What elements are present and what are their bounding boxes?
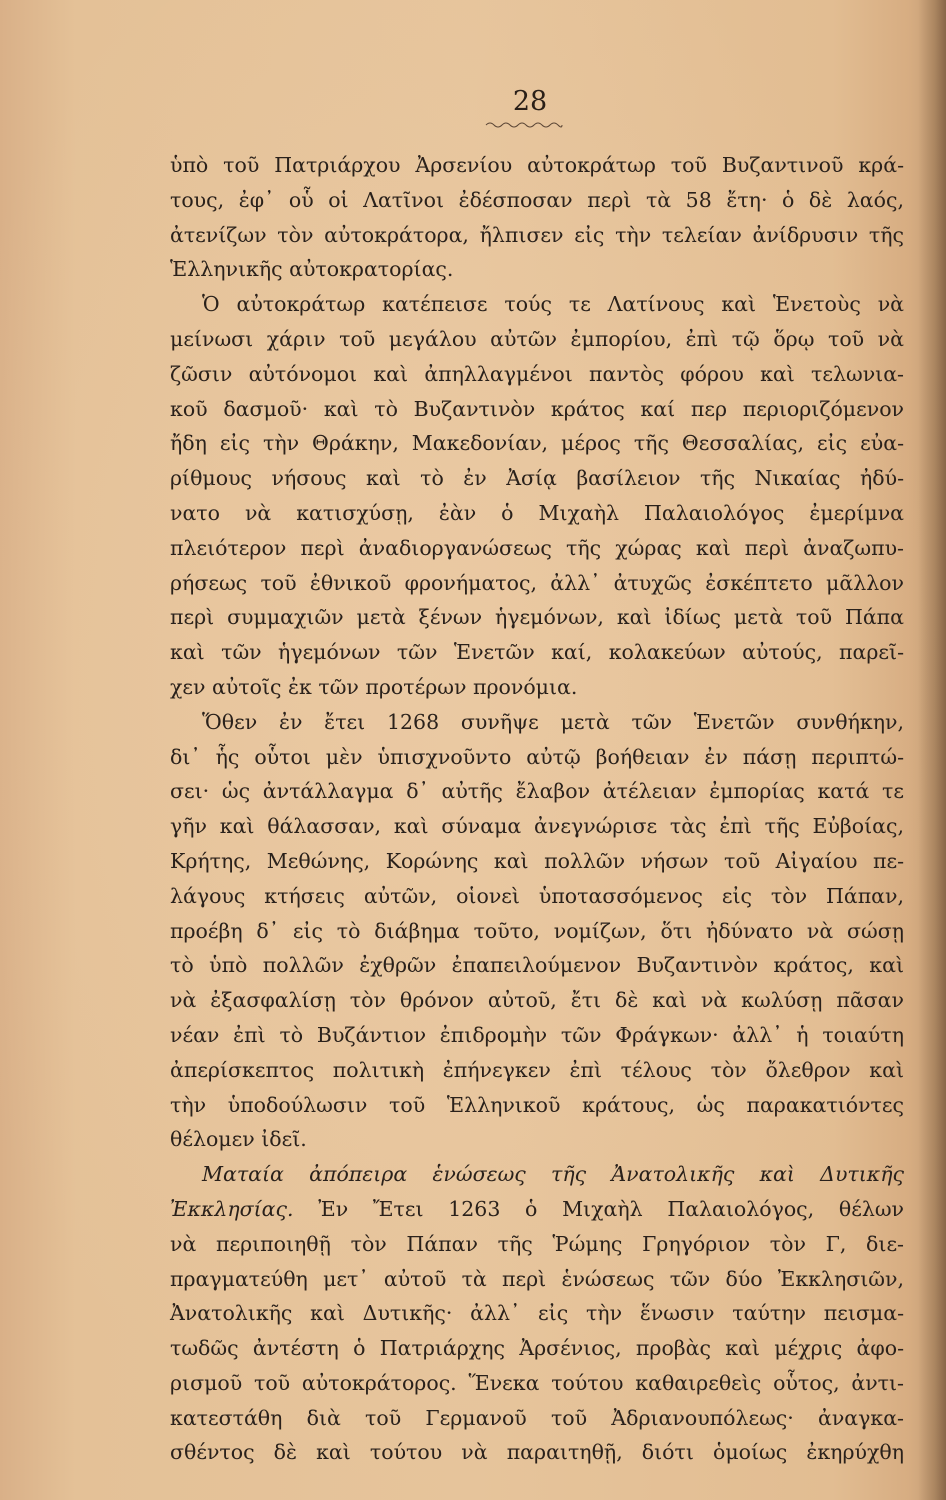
line-text: πλειότερον περὶ ἀναδιοργανώσεως τῆς χώρας καὶ περὶ ἀναζωπυ- [170,535,904,560]
text-line [170,1331,904,1366]
body-text [170,148,904,1470]
line-text: νὰ ἐξασφαλίσῃ τὸν θρόνον αὐτοῦ, ἔτι δὲ καὶ νὰ κωλύσῃ πᾶσαν [170,988,904,1013]
line-text: σει· ὡς ἀντάλλαγμα δ᾽ αὐτῆς ἔλαβον ἀτέλειαν ἐμπορίας κατά τε [170,779,904,804]
text-line [170,914,904,949]
line-text: τὴν ὑποδούλωσιν τοῦ Ἑλληνικοῦ κράτους, ὡς παρακατιόντες [170,1092,904,1117]
italic-heading: Ἐκκλησίας. [170,1196,294,1221]
text-line [170,1192,904,1227]
text-line [170,322,904,357]
page-number: 28 [512,86,548,117]
text-line [170,1088,904,1123]
line-text: ὑπὸ τοῦ Πατριάρχου Ἀρσενίου αὐτοκράτωρ τοῦ Βυζαντινοῦ κρά- [170,153,904,177]
line-text: Ὅθεν ἐν ἔτει 1268 συνῆψε μετὰ τῶν Ἑνετῶν συνθήκην, [202,709,904,734]
line-text: νατο νὰ κατισχύσῃ, ἐὰν ὁ Μιχαὴλ Παλαιολόγος ἐμερίμνα [170,500,904,525]
line-text: λάγους κτήσεις αὐτῶν, οἱονεὶ ὑποτασσόμενος εἰς τὸν Πάπαν, [170,883,904,908]
ornament-divider [484,120,564,130]
line-text: προέβη δ᾽ εἰς τὸ διάβημα τοῦτο, νομίζων, ὅτι ἠδύνατο νὰ σώσῃ [170,918,904,943]
text-line [170,357,904,392]
line-text: ρήσεως τοῦ ἐθνικοῦ φρονήματος, ἀλλ᾽ ἀτυχῶς ἐσκέπτετο μᾶλλον [170,570,904,595]
line-text: θέλομεν ἰδεῖ. [170,1127,307,1152]
text-line [170,148,904,183]
text-line [170,531,904,566]
line-text: κατεστάθη διὰ τοῦ Γερμανοῦ τοῦ Ἀδριανουπόλεως· ἀναγκα- [170,1405,904,1430]
text-line [170,183,904,218]
line-text: Ἑλληνικῆς αὐτοκρατορίας. [170,257,454,282]
line-text: νὰ περιποιηθῇ τὸν Πάπαν τῆς Ῥώμης Γρηγόριον τὸν Γ, διε- [170,1231,904,1256]
text-line [170,774,904,809]
line-text: νέαν ἐπὶ τὸ Βυζάντιον ἐπιδρομὴν τῶν Φράγκων· ἀλλ᾽ ἡ τοιαύτη [170,1022,904,1047]
line-text: χεν αὐτοῖς ἐκ τῶν προτέρων προνόμια. [170,674,578,699]
text-line [170,635,904,670]
line-text: δι᾽ ἧς οὗτοι μὲν ὑπισχνοῦντο αὐτῷ βοήθειαν ἐν πάσῃ περιπτώ- [170,744,904,769]
text-line [170,879,904,914]
line-text: ζῶσιν αὐτόνομοι καὶ ἀπηλλαγμένοι παντὸς φόρου καὶ τελωνια- [170,361,904,386]
line-text: ρισμοῦ τοῦ αὐτοκράτορος. Ἕνεκα τούτου καθαιρεθεὶς οὗτος, ἀντι- [170,1370,904,1395]
text-line [170,1366,904,1401]
italic-heading: Ματαία ἀπόπειρα ἑνώσεως τῆς Ἀνατολικῆς καὶ Δυτικῆς [202,1162,904,1187]
text-line [170,740,904,775]
line-text: τωδῶς ἀντέστη ὁ Πατριάρχης Ἀρσένιος, προβὰς καὶ μέχρις ἀφο- [170,1336,904,1361]
line-text: τὸ ὑπὸ πολλῶν ἐχθρῶν ἐπαπειλούμενον Βυζαντινὸν κράτος, καὶ [170,953,904,978]
text-line [170,948,904,983]
text-line [170,1157,904,1192]
text-line [170,983,904,1018]
text-line [170,218,904,253]
line-text: κοῦ δασμοῦ· καὶ τὸ Βυζαντινὸν κράτος καί περ περιοριζόμενον [170,396,904,421]
text-line [170,1401,904,1436]
text-line [170,844,904,879]
text-line [170,809,904,844]
line-text: ρίθμους νήσους καὶ τὸ ἐν Ἀσίᾳ βασίλειον τῆς Νικαίας ἠδύ- [170,466,904,491]
text-line [170,496,904,531]
text-line [170,1053,904,1088]
line-text: σθέντος δὲ καὶ τούτου νὰ παραιτηθῇ, διότι ὁμοίως ἐκηρύχθη [170,1440,904,1465]
text-line [170,670,904,705]
line-text: καὶ τῶν ἡγεμόνων τῶν Ἑνετῶν καί, κολακεύων αὐτούς, παρεῖ- [170,640,904,665]
text-line [170,461,904,496]
line-text: Ἀνατολικῆς καὶ Δυτικῆς· ἀλλ᾽ εἰς τὴν ἕνωσιν ταύτην πεισμα- [170,1301,904,1326]
page-edge-shadow [918,0,946,1500]
text-line [170,1262,904,1297]
text-line [170,392,904,427]
text-line [170,1122,904,1157]
text-line [170,252,904,287]
line-text: ἀτενίζων τὸν αὐτοκράτορα, ἤλπισεν εἰς τὴν τελείαν ἀνίδρυσιν τῆς [170,222,904,247]
text-line [170,287,904,322]
line-text: ἀπερίσκεπτος πολιτικὴ ἐπήνεγκεν ἐπὶ τέλους τὸν ὄλεθρον καὶ [170,1057,904,1082]
text-line [170,1435,904,1470]
text-line [170,1018,904,1053]
line-text: τους, ἐφ᾽ οὗ οἱ Λατῖνοι ἐδέσποσαν περὶ τὰ 58 ἔτη· ὁ δὲ λαός, [170,187,904,212]
text-line [170,566,904,601]
line-text: ἤδη εἰς τὴν Θράκην, Μακεδονίαν, μέρος τῆς Θεσσαλίας, εἰς εὐα- [170,431,904,456]
text-line [170,1296,904,1331]
line-text: μείνωσι χάριν τοῦ μεγάλου αὐτῶν ἐμπορίου, ἐπὶ τῷ ὅρῳ τοῦ νὰ [170,326,904,351]
text-line [170,705,904,740]
text-line [170,600,904,635]
line-text: πραγματεύθη μετ᾽ αὐτοῦ τὰ περὶ ἑνώσεως τῶν δύο Ἐκκλησιῶν, [170,1266,904,1291]
line-text: Κρήτης, Μεθώνης, Κορώνης καὶ πολλῶν νήσων τοῦ Αἰγαίου πε- [170,848,904,873]
line-text: Ἐν Ἔτει 1263 ὁ Μιχαὴλ Παλαιολόγος, θέλων [293,1196,904,1221]
text-line [170,426,904,461]
text-line [170,1227,904,1262]
line-text: περὶ συμμαχιῶν μετὰ ξένων ἡγεμόνων, καὶ ἰδίως μετὰ τοῦ Πάπα [170,605,904,630]
line-text: Ὁ αὐτοκράτωρ κατέπεισε τούς τε Λατίνους καὶ Ἑνετοὺς νὰ [202,292,904,317]
line-text: γῆν καὶ θάλασσαν, καὶ σύναμα ἀνεγνώρισε τὰς ἐπὶ τῆς Εὐβοίας, [170,814,904,839]
